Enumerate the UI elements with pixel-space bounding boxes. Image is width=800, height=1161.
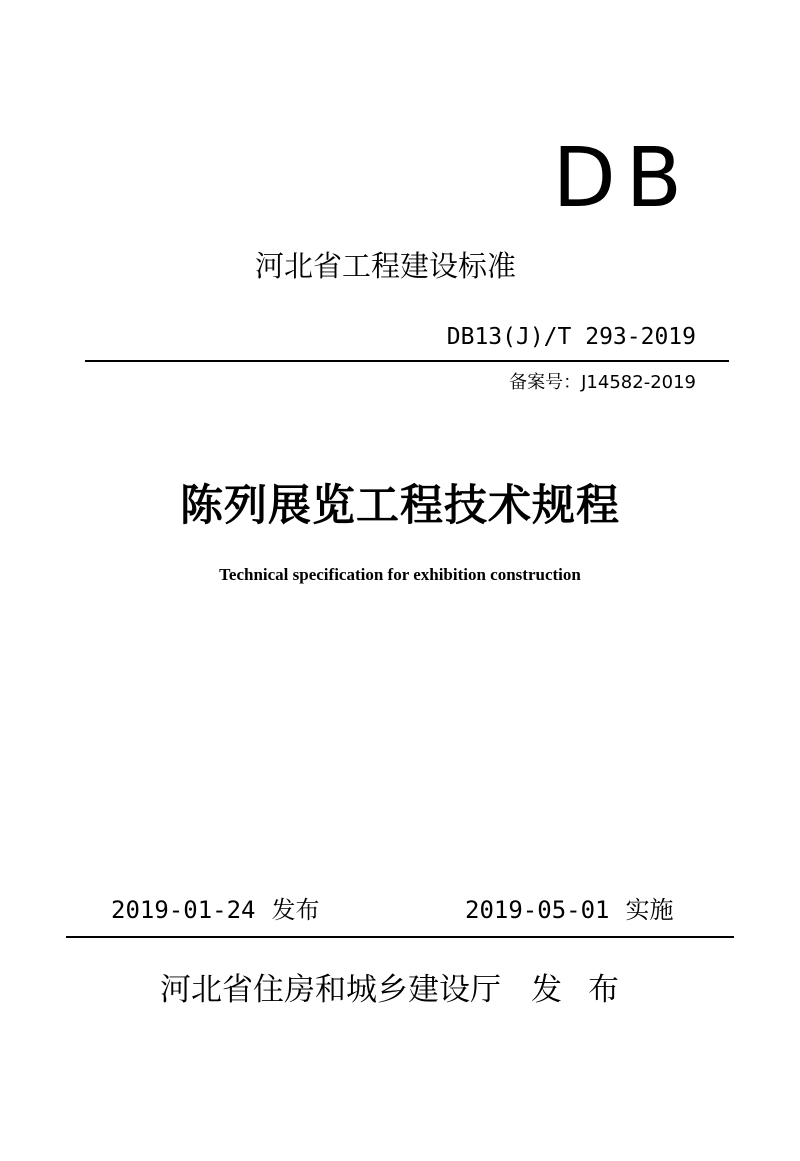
publisher-action-first: 发: [531, 972, 562, 1008]
standard-number: DB13(J)/T 293-2019: [446, 324, 696, 350]
db-standard-mark: DB: [552, 131, 692, 226]
document-title-en: Technical specification for exhibition construction: [219, 565, 581, 584]
issue-date-group: [111, 898, 320, 922]
publisher-action-second: 布: [588, 972, 619, 1008]
publisher-name: 河北省住房和城乡建设厅: [160, 972, 501, 1008]
document-title-cn: 陈列展览工程技术规程: [180, 481, 620, 531]
publisher-line: [160, 972, 619, 1008]
effective-date-group: [465, 898, 674, 922]
effective-label: 实施: [625, 896, 674, 924]
record-number: 备案号：J14582-2019: [509, 372, 696, 393]
issue-label: 发布: [271, 896, 320, 924]
issue-date: 2019-01-24: [111, 896, 256, 924]
standard-category: 河北省工程建设标准: [255, 249, 517, 283]
top-divider: [85, 360, 729, 362]
effective-date: 2019-05-01: [465, 896, 610, 924]
bottom-divider: [66, 936, 734, 938]
